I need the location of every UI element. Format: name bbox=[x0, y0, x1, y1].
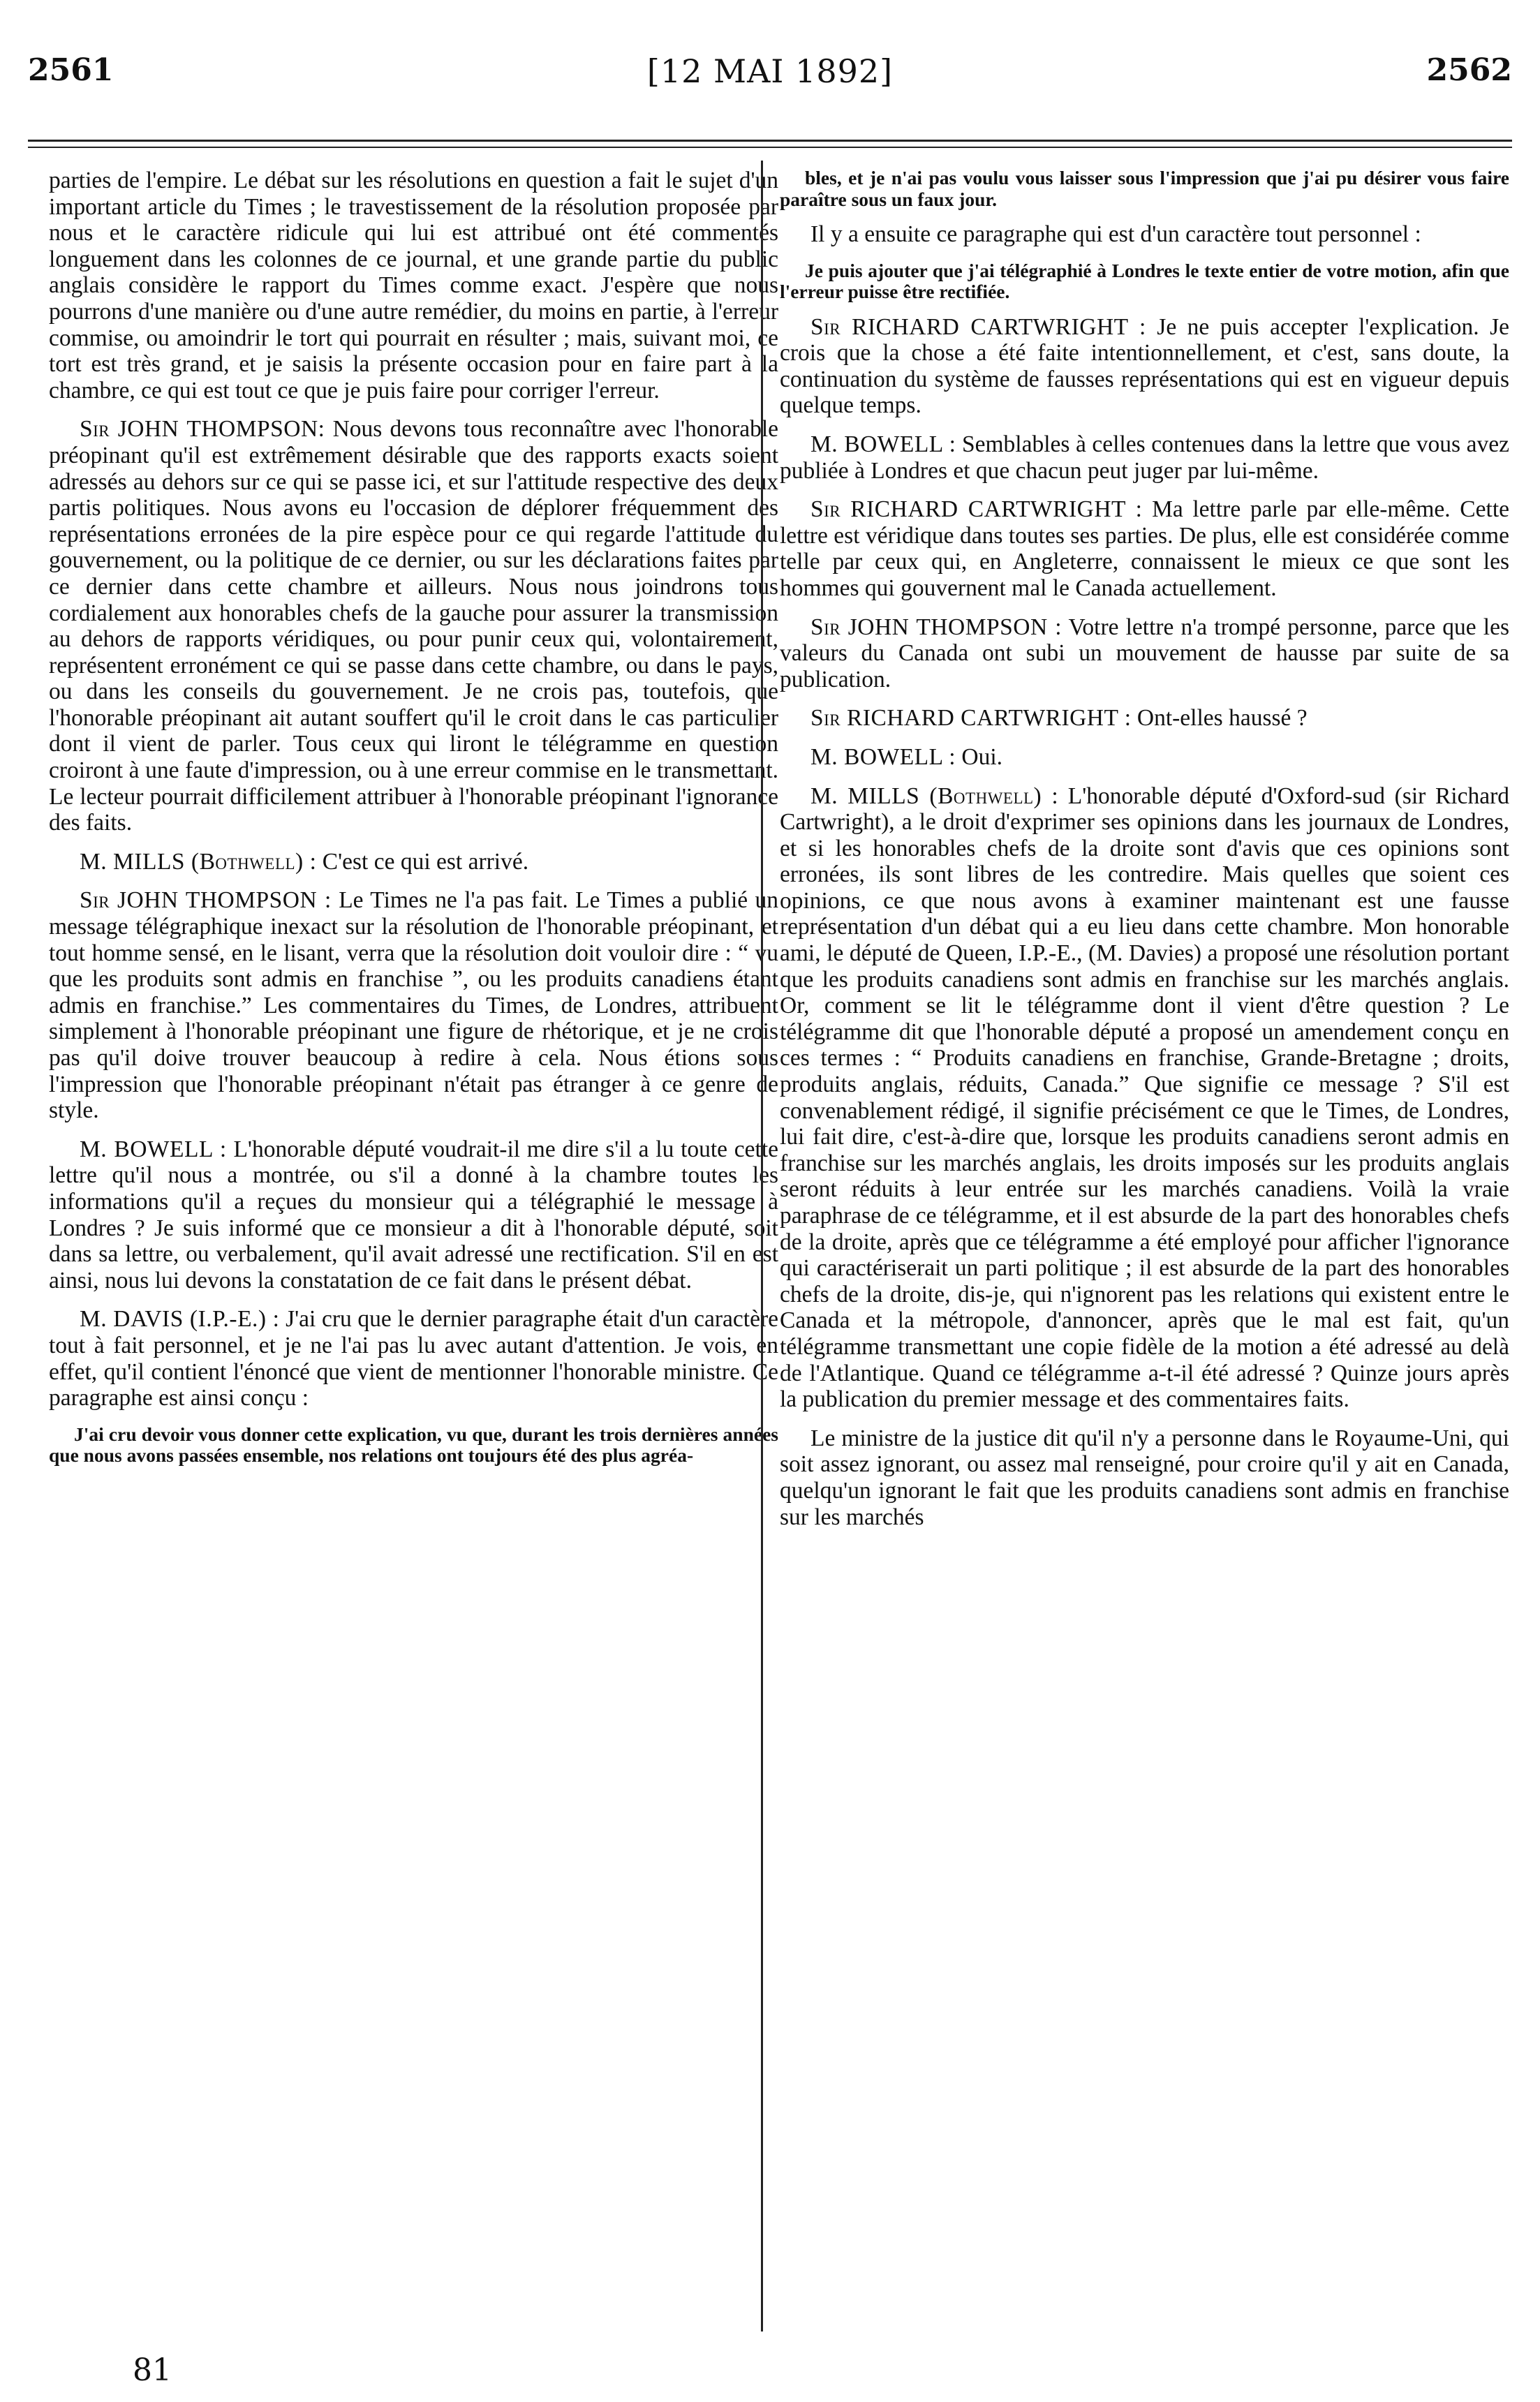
paragraph: parties de l'empire. Le débat sur les résolutions en question a fait le sujet d'un important article du Times ; le travestissement de la résolution proposée par nous et le caractère ridicule qui lui est attribué ont été commentés longuement dans les colonnes de ce journal, et une grande partie du public anglais considère le rapport du Times comme exact. J'espère que nous pourrons d'une manière ou d'une autre remédier, du moins en partie, à l'erreur commise, ou amoindrir le tort qui pourrait en résulter ; mais, suivant moi, ce tort est très grand, et je saisis la présente occasion pour en faire part à la chambre, ce qui est tout ce que je puis faire pour corriger l'erreur. bbox=[49, 168, 778, 403]
paragraph: M. BOWELL : Semblables à celles contenues dans la lettre que vous avez publiée à Londres et que chacun peut juger par lui-même. bbox=[780, 431, 1510, 484]
paragraph: Sir RICHARD CARTWRIGHT : Ma lettre parle par elle-même. Cette lettre est véridique dans toutes ses parties. De plus, elle est considérée comme telle par ceux qui, en Angleterre, connaissent le mieux ce que sont les hommes qui gouvernent mal le Canada actuellement. bbox=[780, 496, 1509, 601]
paragraph: Sir JOHN THOMPSON: Nous devons tous reconnaître avec l'honorable préopinant qu'il est extrêmement désirable que des rapports exacts soient adressés au dehors sur ce qui se passe ici, et sur l'attitude respective des deux partis politiques. Nous avons eu l'occasion de déplorer fréquemment des représentations erronées de la pire espèce pour ce qui regarde l'attitude du gouvernement, ou la politique de ce dernier, ou sur les déclarations faites par ce dernier dans cette chambre et ailleurs. Nous nous joindrons tous cordialement aux honorables chefs de la gauche pour assurer la transmission au dehors de rapports véridiques, ou pour punir ceux qui, volontairement, représentent erronément ce qui se passe dans cette chambre, ou dans le pays, ou dans les conseils du gouvernement. Je ne crois pas, toutefois, que l'honorable préopinant ait autant souffert qu'il le croit dans le cas particulier dont il vient de parler. Tous ceux qui liront le télégramme en question croiront à une faute d'impression, ou à une erreur commise en le transmettant. Le lecteur pourrait difficilement attribuer à l'honorable préopinant l'ignorance des faits. bbox=[49, 416, 778, 836]
speaker-name: M. BOWELL : bbox=[810, 431, 956, 457]
paragraph: Sir JOHN THOMPSON : Le Times ne l'a pas fait. Le Times a publié un message télégraphique inexact sur la résolution de l'honorable préopinant, et tout homme sensé, en le lisant, verra que la résolution doit vouloir dire : “ vu que les produits sont admis en franchise ”, ou les produits canadiens étant admis en franchise.” Les commentaires du Times, de Londres, attribuent simplement à l'honorable préopinant une figure de rhétorique, et je ne crois pas qu'il doive trouver beaucoup à redire à cela. Nous étions sous l'impression que l'honorable préopinant n'était pas étranger à ce genre de style. bbox=[49, 887, 779, 1124]
speaker-name: M. BOWELL : bbox=[80, 1136, 227, 1162]
speaker-name: Sir RICHARD CARTWRIGHT : bbox=[810, 705, 1132, 732]
speaker-name: Sir JOHN THOMPSON: bbox=[80, 416, 325, 443]
page-number-left: 2561 bbox=[28, 52, 114, 88]
speaker-name: M. MILLS (Bothwell) : bbox=[810, 783, 1059, 809]
signature-mark: 81 bbox=[133, 2352, 172, 2388]
paragraph: M. DAVIS (I.P.-E.) : J'ai cru que le dernier paragraphe était d'un caractère tout à fait personnel, et je ne l'ai pas lu avec autant d'attention. Je vois, en effet, qu'il contient l'énoncé que vient de mentionner l'honorable ministre. Ce paragraphe est ainsi conçu : bbox=[49, 1306, 778, 1411]
paragraph: Sir RICHARD CARTWRIGHT : Je ne puis accepter l'explication. Je crois que la chose a été faite intentionnellement, et c'est, sans doute, la continuation du système de fausses représentations qui est en vigueur depuis quelque temps. bbox=[780, 313, 1510, 419]
header-rule bbox=[28, 140, 1512, 142]
page-date: [12 MAI 1892] bbox=[646, 52, 894, 90]
speaker-name: Sir RICHARD CARTWRIGHT : bbox=[810, 313, 1146, 340]
column-divider bbox=[761, 161, 763, 2331]
speaker-name: Sir JOHN THOMPSON : bbox=[80, 887, 332, 914]
paragraph: Sir RICHARD CARTWRIGHT : Ont-elles haussé ? bbox=[810, 705, 1308, 732]
right-column bbox=[780, 168, 1509, 1543]
paragraph: M. BOWELL : L'honorable député voudrait-il me dire s'il a lu toute cette lettre qu'il nous a montrée, ou s'il a donné à la chambre toutes les informations qu'il a reçues du monsieur qui a télégraphié le message à Londres ? Je suis informé que ce monsieur a dit à l'honorable député, soit dans sa lettre, ou verbalement, qu'il avait adressé une rectification. S'il en est ainsi, nous lui devons la constatation de ce fait dans le présent débat. bbox=[49, 1136, 779, 1293]
header-rule-thin bbox=[28, 147, 1512, 148]
paragraph: Sir JOHN THOMPSON : Votre lettre n'a trompé personne, parce que les valeurs du Canada ont subi un mouvement de hausse par suite de sa publication. bbox=[780, 614, 1509, 692]
speaker-name: Sir JOHN THOMPSON : bbox=[810, 614, 1063, 640]
page-number-right: 2562 bbox=[1426, 52, 1512, 88]
quoted-letter: bles, et je n'ai pas voulu vous laisser sous l'impression que j'ai pu désirer vous faire paraître sous un faux jour. bbox=[780, 167, 1509, 210]
paragraph: M. MILLS (Bothwell) : C'est ce qui est arrivé. bbox=[80, 848, 529, 875]
quoted-letter: Je puis ajouter que j'ai télégraphié à Londres le texte entier de votre motion, afin que l'erreur puisse être rectifiée. bbox=[780, 259, 1509, 303]
paragraph: Il y a ensuite ce paragraphe qui est d'un caractère tout personnel : bbox=[810, 221, 1421, 247]
quoted-letter: J'ai cru devoir vous donner cette explication, vu que, durant les trois dernières années que nous avons passées ensemble, nos relations ont toujours été des plus agréa- bbox=[49, 1423, 778, 1467]
speaker-name: M. BOWELL : bbox=[810, 743, 956, 770]
paragraph: M. MILLS (Bothwell) : L'honorable député d'Oxford-sud (sir Richard Cartwright), a le droit d'exprimer ses opinions dans les journaux de Londres, et si les honorables chefs de la droite sont d'avis que ces opinions sont erronées, ils sont libres de les contredire. Mais quelles que soient ces opinions, ce que nous avons à examiner maintenant est une fausse représentation d'un débat qui a eu lieu dans cette chambre. Mon honorable ami, le député de Queen, I.P.-E., (M. Davies) a proposé une résolution portant que les produits canadiens sont admis en franchise sur les marchés anglais. Or, comment se lit le télégramme dont il vient d'être question ? Le télégramme dit que l'honorable député a proposé un amendement conçu en ces termes : “ Produits canadiens en franchise, Grande-Bretagne ; droits, produits anglais, réduits, Canada.” Que signifie ce message ? S'il est convenablement rédigé, il signifie précisément ce que le Times, de Londres, lui fait dire, c'est-à-dire que, lorsque les produits canadiens seront admis en franchise sur les marchés anglais, les droits imposés sur les produits anglais seront réduits à leur entrée sur les marchés canadiens. Voilà la vraie paraphrase de ce télégramme, et il est absurde de la part des honorables chefs de la droite, après que ce télégramme a été employé pour afficher l'ignorance qui caractériserait un parti politique ; il est absurde de la part des honorables chefs de la droite, dis-je, qui n'ignorent pas les relations qui existent entre le Canada et la métropole, d'annoncer, après que le mal est fait, qu'un télégramme transmettant une copie fidèle de la motion a été adressé au delà de l'Atlantique. Quand ce télégramme a-t-il été adressé ? Quinze jours après la publication du premier message et des commentaires faits. bbox=[780, 783, 1509, 1413]
speaker-name: M. DAVIS (I.P.-E.) : bbox=[80, 1306, 280, 1333]
paragraph: Le ministre de la justice dit qu'il n'y a personne dans le Royaume-Uni, qui soit assez ignorant, ou assez mal renseigné, pour croire qu'il y ait en Canada, quelqu'un ignorant le fait que les produits canadiens sont admis en franchise sur les marchés bbox=[780, 1425, 1509, 1530]
paragraph: M. BOWELL : Oui. bbox=[810, 743, 1003, 770]
page-header bbox=[0, 0, 1540, 140]
speaker-name: M. MILLS (Bothwell) : bbox=[80, 848, 317, 875]
left-column bbox=[49, 168, 778, 1478]
speaker-name: Sir RICHARD CARTWRIGHT : bbox=[810, 496, 1143, 523]
